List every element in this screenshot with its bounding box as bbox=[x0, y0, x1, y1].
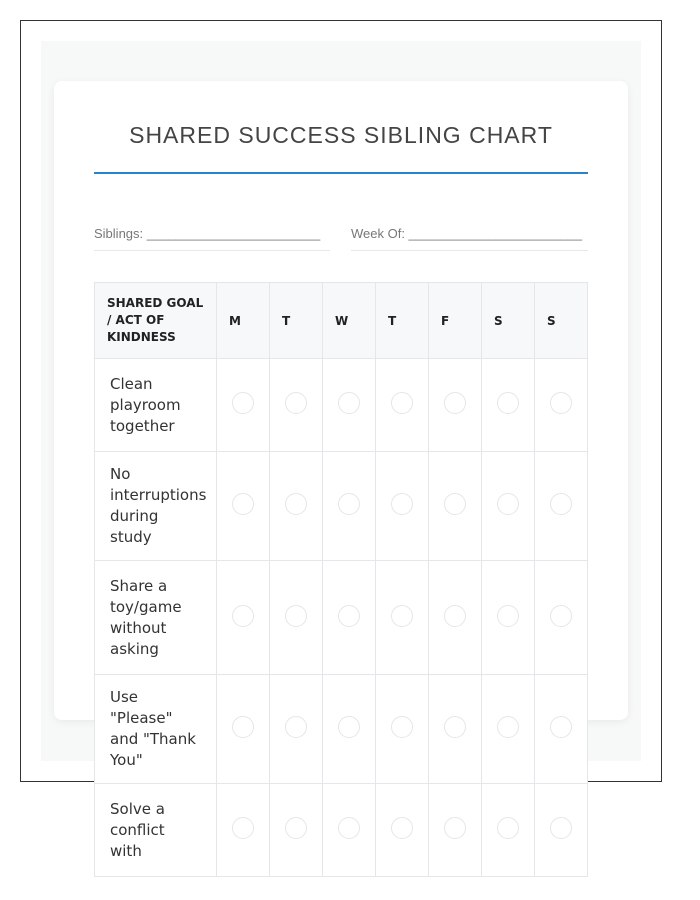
checkbox-circle[interactable] bbox=[497, 493, 519, 515]
checkbox-circle[interactable] bbox=[285, 392, 307, 414]
table-row bbox=[95, 452, 588, 561]
day-cell bbox=[535, 561, 588, 675]
checkbox-circle[interactable] bbox=[285, 493, 307, 515]
goal-label: Clean playroom together bbox=[95, 359, 217, 452]
checkbox-circle[interactable] bbox=[550, 493, 572, 515]
checkbox-circle[interactable] bbox=[338, 716, 360, 738]
page-title: SHARED SUCCESS SIBLING CHART bbox=[129, 122, 553, 148]
day-cell bbox=[323, 675, 376, 784]
goal-label: No interruptions during study bbox=[95, 452, 217, 561]
checkbox-circle[interactable] bbox=[391, 605, 413, 627]
day-cell bbox=[376, 561, 429, 675]
chart-table-container bbox=[94, 282, 588, 860]
checkbox-circle[interactable] bbox=[232, 817, 254, 839]
goal-label: Share a toy/game without asking bbox=[95, 561, 217, 675]
day-cell bbox=[270, 784, 323, 877]
checkbox-circle[interactable] bbox=[232, 493, 254, 515]
checkbox-circle[interactable] bbox=[550, 817, 572, 839]
day-cell bbox=[376, 359, 429, 452]
day-cell bbox=[429, 784, 482, 877]
day-cell bbox=[323, 784, 376, 877]
checkbox-circle[interactable] bbox=[338, 817, 360, 839]
checkbox-circle[interactable] bbox=[444, 605, 466, 627]
day-cell bbox=[535, 452, 588, 561]
day-cell bbox=[270, 452, 323, 561]
day-cell bbox=[482, 784, 535, 877]
checkbox-circle[interactable] bbox=[391, 493, 413, 515]
day-cell bbox=[482, 561, 535, 675]
table-row bbox=[95, 561, 588, 675]
week-of-field[interactable]: Week Of: ________________________ bbox=[351, 226, 588, 251]
goal-column-header: SHARED GOAL / ACT OF KINDNESS bbox=[95, 283, 217, 359]
checkbox-circle[interactable] bbox=[497, 716, 519, 738]
day-cell bbox=[217, 359, 270, 452]
checkbox-circle[interactable] bbox=[232, 605, 254, 627]
day-header: F bbox=[429, 283, 482, 359]
checkbox-circle[interactable] bbox=[338, 493, 360, 515]
day-cell bbox=[217, 452, 270, 561]
day-header: M bbox=[217, 283, 270, 359]
siblings-field[interactable]: Siblings: ________________________ bbox=[94, 226, 330, 251]
day-cell bbox=[376, 675, 429, 784]
day-header: S bbox=[482, 283, 535, 359]
table-row bbox=[95, 359, 588, 452]
day-cell bbox=[323, 561, 376, 675]
day-cell bbox=[535, 675, 588, 784]
day-cell bbox=[376, 784, 429, 877]
day-cell bbox=[429, 561, 482, 675]
checkbox-circle[interactable] bbox=[550, 605, 572, 627]
day-cell bbox=[217, 675, 270, 784]
day-cell bbox=[482, 675, 535, 784]
day-header: T bbox=[376, 283, 429, 359]
checkbox-circle[interactable] bbox=[338, 605, 360, 627]
day-cell bbox=[535, 359, 588, 452]
checkbox-circle[interactable] bbox=[338, 392, 360, 414]
checkbox-circle[interactable] bbox=[285, 817, 307, 839]
day-header: T bbox=[270, 283, 323, 359]
checkbox-circle[interactable] bbox=[444, 716, 466, 738]
checkbox-circle[interactable] bbox=[391, 817, 413, 839]
day-header: W bbox=[323, 283, 376, 359]
day-cell bbox=[323, 359, 376, 452]
day-cell bbox=[482, 452, 535, 561]
table-row bbox=[95, 675, 588, 784]
checkbox-circle[interactable] bbox=[497, 392, 519, 414]
chart-table bbox=[94, 282, 588, 877]
checkbox-circle[interactable] bbox=[550, 392, 572, 414]
checkbox-circle[interactable] bbox=[444, 493, 466, 515]
day-cell bbox=[270, 561, 323, 675]
checkbox-circle[interactable] bbox=[232, 392, 254, 414]
day-cell bbox=[429, 675, 482, 784]
day-cell bbox=[482, 359, 535, 452]
checkbox-circle[interactable] bbox=[497, 817, 519, 839]
checkbox-circle[interactable] bbox=[497, 605, 519, 627]
table-row bbox=[95, 784, 588, 877]
day-cell bbox=[376, 452, 429, 561]
checkbox-circle[interactable] bbox=[444, 392, 466, 414]
checkbox-circle[interactable] bbox=[550, 716, 572, 738]
day-cell bbox=[270, 359, 323, 452]
day-cell bbox=[429, 452, 482, 561]
day-cell bbox=[429, 359, 482, 452]
day-cell bbox=[535, 784, 588, 877]
day-header: S bbox=[535, 283, 588, 359]
checkbox-circle[interactable] bbox=[444, 817, 466, 839]
checkbox-circle[interactable] bbox=[391, 392, 413, 414]
checkbox-circle[interactable] bbox=[391, 716, 413, 738]
goal-label: Use "Please" and "Thank You" bbox=[95, 675, 217, 784]
day-cell bbox=[323, 452, 376, 561]
day-cell bbox=[270, 675, 323, 784]
checkbox-circle[interactable] bbox=[232, 716, 254, 738]
goal-label: Solve a conflict with bbox=[95, 784, 217, 877]
title-divider bbox=[94, 172, 588, 174]
checkbox-circle[interactable] bbox=[285, 605, 307, 627]
day-cell bbox=[217, 784, 270, 877]
checkbox-circle[interactable] bbox=[285, 716, 307, 738]
day-cell bbox=[217, 561, 270, 675]
